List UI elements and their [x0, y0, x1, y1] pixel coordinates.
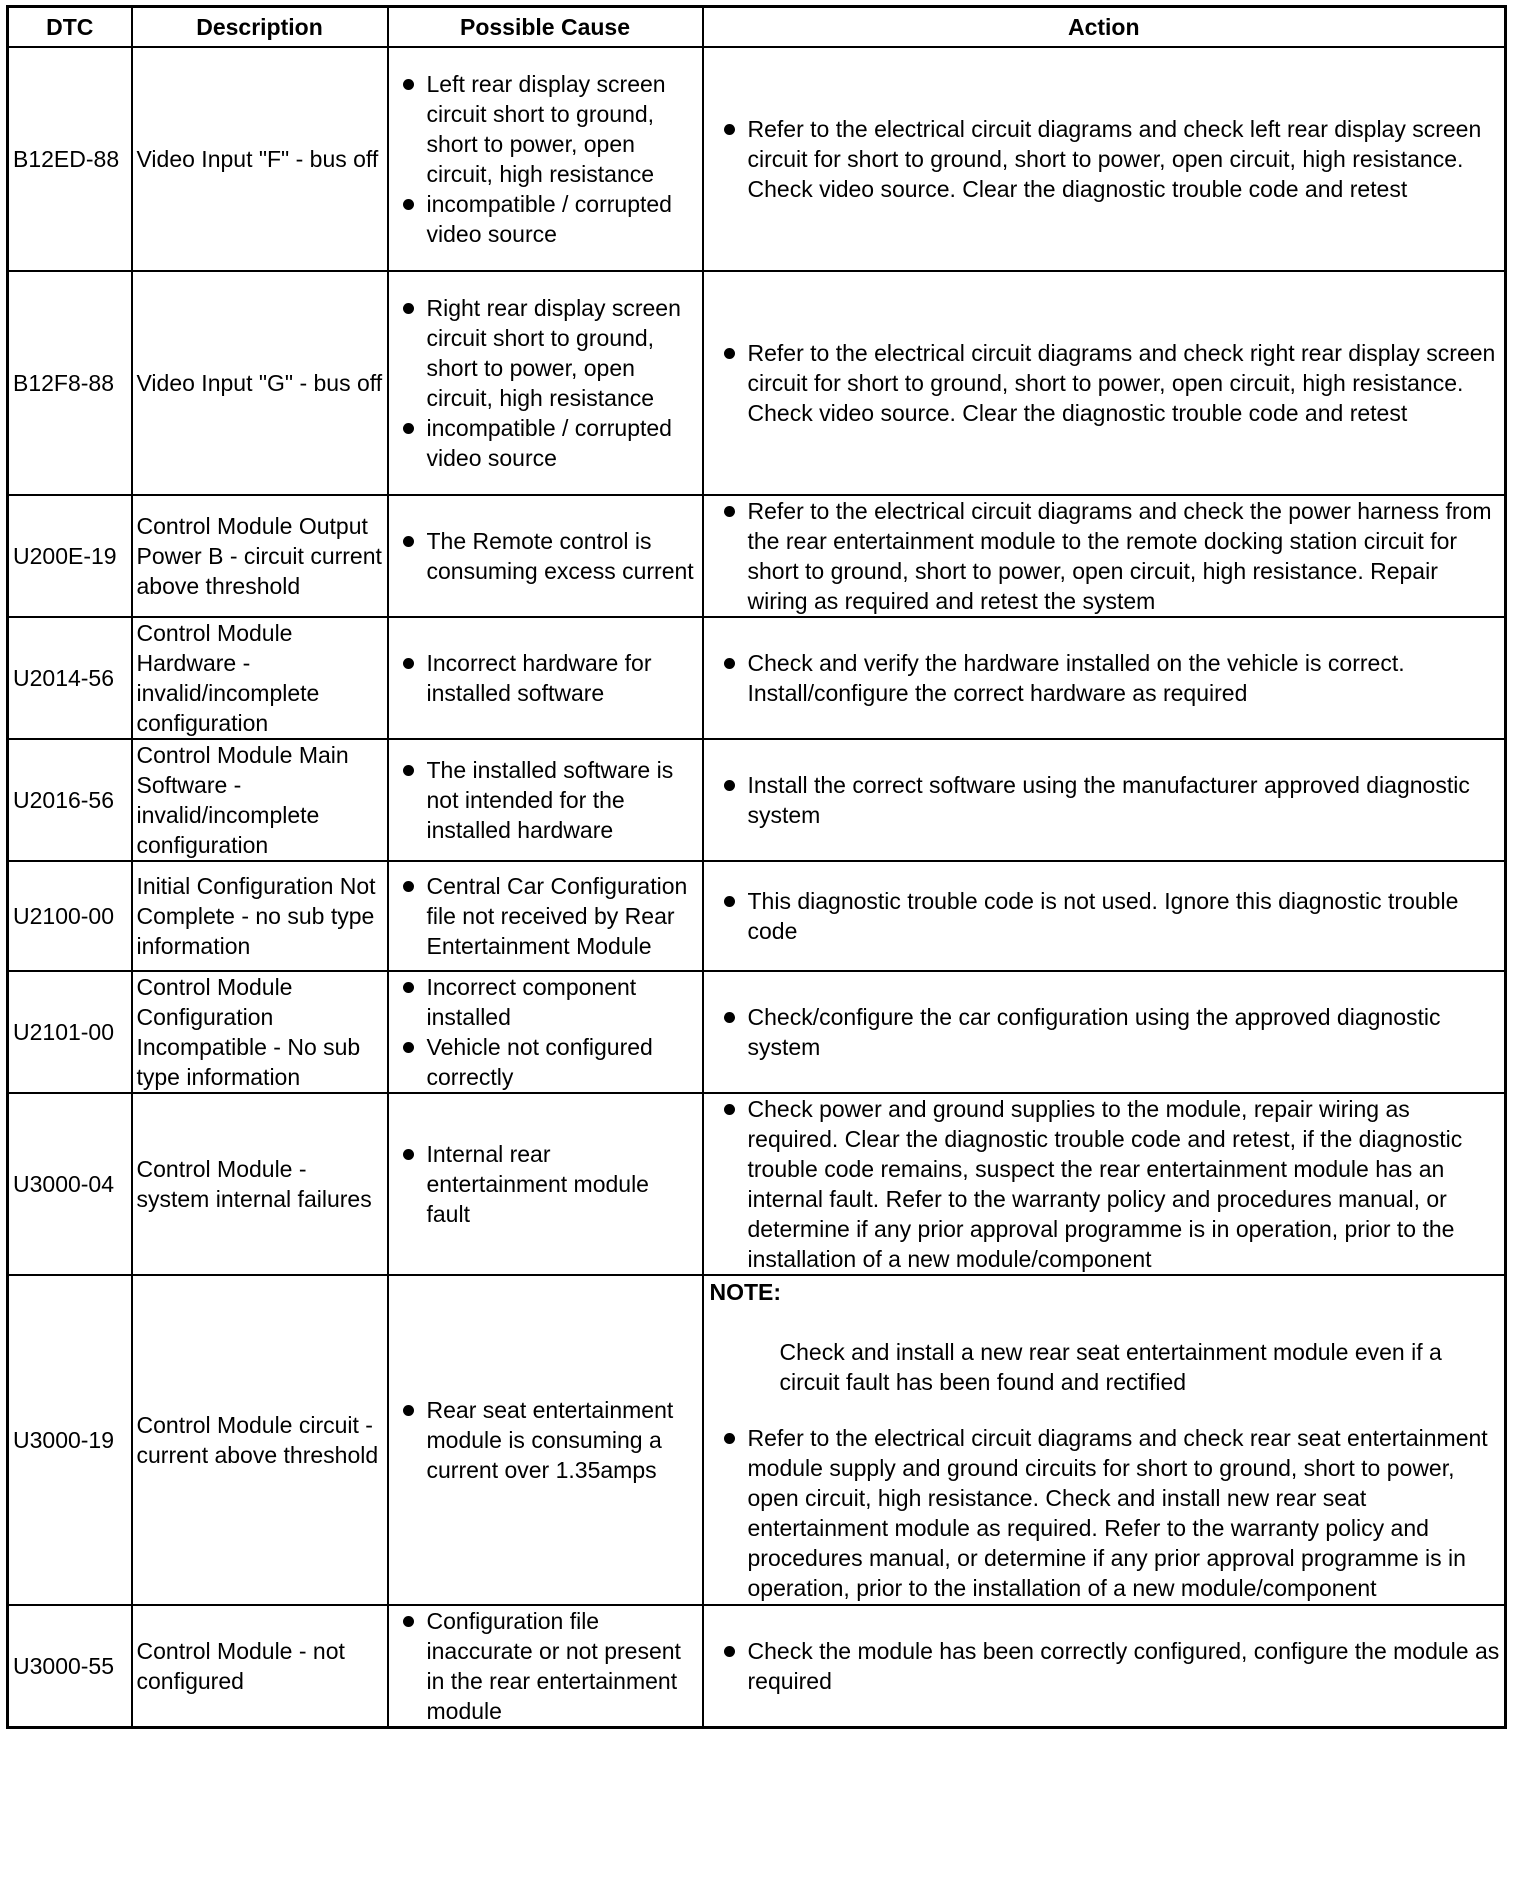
action-list [708, 114, 1501, 204]
cause-list [393, 526, 698, 586]
cause-list [393, 1606, 698, 1726]
action-cell [703, 1093, 1506, 1275]
possible-cause-cell [388, 1093, 703, 1275]
note-text: Check and install a new rear seat entertainment module even if a circuit fault has been found and rectified [779, 1339, 1442, 1395]
action-cell [703, 971, 1506, 1093]
possible-cause-cell [388, 47, 703, 271]
cause-item: Incorrect hardware for installed software [393, 648, 698, 708]
dtc-code: U2101-00 [8, 971, 132, 1093]
dtc-description: Control Module - not configured [132, 1605, 388, 1728]
cause-list [393, 648, 698, 708]
note-block [708, 1277, 1501, 1397]
action-item: Check the module has been correctly configured, configure the module as required [708, 1636, 1501, 1696]
table-row [8, 47, 1506, 271]
dtc-code: U2100-00 [8, 861, 132, 971]
cause-list [393, 755, 698, 845]
table-row [8, 739, 1506, 861]
table-row [8, 617, 1506, 739]
cause-item: Left rear display screen circuit short to ground, short to power, open circuit, high resistance [393, 69, 698, 189]
action-cell [703, 739, 1506, 861]
dtc-code: B12F8-88 [8, 271, 132, 495]
dtc-description: Control Module Main Software - invalid/incomplete configuration [132, 739, 388, 861]
action-cell [703, 861, 1506, 971]
header-description: Description [132, 7, 388, 48]
cause-item: Configuration file inaccurate or not present in the rear entertainment module [393, 1606, 698, 1726]
header-action: Action [703, 7, 1506, 48]
dtc-table [6, 5, 1507, 1729]
header-possible-cause: Possible Cause [388, 7, 703, 48]
cause-list [393, 1395, 698, 1485]
possible-cause-cell [388, 1605, 703, 1728]
dtc-code: U3000-55 [8, 1605, 132, 1728]
action-cell [703, 1275, 1506, 1605]
table-row [8, 971, 1506, 1093]
dtc-description: Video Input "G" - bus off [132, 271, 388, 495]
dtc-code: U3000-04 [8, 1093, 132, 1275]
action-cell [703, 47, 1506, 271]
cause-item: Internal rear entertainment module fault [393, 1139, 698, 1229]
possible-cause-cell [388, 861, 703, 971]
action-cell [703, 617, 1506, 739]
cause-item: Vehicle not configured correctly [393, 1032, 698, 1092]
action-list [708, 648, 1501, 708]
action-list [708, 770, 1501, 830]
dtc-description: Control Module Configuration Incompatible - No sub type information [132, 971, 388, 1093]
dtc-code: U200E-19 [8, 495, 132, 617]
table-row [8, 1605, 1506, 1728]
action-item: This diagnostic trouble code is not used. Ignore this diagnostic trouble code [708, 886, 1501, 946]
cause-list [393, 972, 698, 1092]
action-list [708, 1094, 1501, 1274]
cause-item: The installed software is not intended for the installed hardware [393, 755, 698, 845]
dtc-description: Control Module - system internal failures [132, 1093, 388, 1275]
action-list [708, 1002, 1501, 1062]
possible-cause-cell [388, 617, 703, 739]
note-label: NOTE: [709, 1279, 782, 1305]
action-item: Install the correct software using the manufacturer approved diagnostic system [708, 770, 1501, 830]
action-cell [703, 495, 1506, 617]
table-row [8, 1093, 1506, 1275]
action-cell [703, 271, 1506, 495]
cause-item: Central Car Configuration file not received by Rear Entertainment Module [393, 871, 698, 961]
action-list [708, 338, 1501, 428]
cause-list [393, 69, 698, 249]
table-row [8, 271, 1506, 495]
header-row [8, 7, 1506, 48]
possible-cause-cell [388, 739, 703, 861]
cause-list [393, 293, 698, 473]
action-list [708, 496, 1501, 616]
cause-list [393, 1139, 698, 1229]
cause-item: Incorrect component installed [393, 972, 698, 1032]
dtc-description: Initial Configuration Not Complete - no sub type information [132, 861, 388, 971]
possible-cause-cell [388, 1275, 703, 1605]
action-list [708, 886, 1501, 946]
dtc-description: Video Input "F" - bus off [132, 47, 388, 271]
dtc-description: Control Module Hardware - invalid/incomplete configuration [132, 617, 388, 739]
action-item: Check/configure the car configuration using the approved diagnostic system [708, 1002, 1501, 1062]
action-list [708, 1423, 1501, 1603]
possible-cause-cell [388, 971, 703, 1093]
action-item: Refer to the electrical circuit diagrams and check left rear display screen circuit for short to ground, short to power, open circuit, high resistance. Check video source. Clear the diagnostic trouble code and retest [708, 114, 1501, 204]
table-row [8, 1275, 1506, 1605]
dtc-code: U2016-56 [8, 739, 132, 861]
action-item: Refer to the electrical circuit diagrams and check right rear display screen circuit for short to ground, short to power, open circuit, high resistance. Check video source. Clear the diagnostic trouble code and retest [708, 338, 1501, 428]
table-row [8, 861, 1506, 971]
cause-item: incompatible / corrupted video source [393, 189, 698, 249]
table-body [8, 47, 1506, 1728]
dtc-code: U3000-19 [8, 1275, 132, 1605]
header-dtc: DTC [8, 7, 132, 48]
possible-cause-cell [388, 495, 703, 617]
action-cell [703, 1605, 1506, 1728]
dtc-description: Control Module Output Power B - circuit current above threshold [132, 495, 388, 617]
table-row [8, 495, 1506, 617]
action-item: Refer to the electrical circuit diagrams and check rear seat entertainment module supply and ground circuits for short to ground, short to power, open circuit, high resistance. Check and install new rear seat entertainment module as required. Refer to the warranty policy and procedures manual, or determine if any prior approval programme is in operation, prior to the installation of a new module/component [708, 1423, 1501, 1603]
dtc-description: Control Module circuit - current above threshold [132, 1275, 388, 1605]
dtc-code: B12ED-88 [8, 47, 132, 271]
action-item: Check power and ground supplies to the module, repair wiring as required. Clear the diagnostic trouble code and retest, if the diagnostic trouble code remains, suspect the rear entertainment module has an internal fault. Refer to the warranty policy and procedures manual, or determine if any prior approval programme is in operation, prior to the installation of a new module/component [708, 1094, 1501, 1274]
dtc-code: U2014-56 [8, 617, 132, 739]
action-item: Check and verify the hardware installed on the vehicle is correct. Install/configure the correct hardware as required [708, 648, 1501, 708]
action-item: Refer to the electrical circuit diagrams and check the power harness from the rear entertainment module to the remote docking station circuit for short to ground, short to power, open circuit, high resistance. Repair wiring as required and retest the system [708, 496, 1501, 616]
cause-item: Right rear display screen circuit short to ground, short to power, open circuit, high resistance [393, 293, 698, 413]
possible-cause-cell [388, 271, 703, 495]
cause-item: incompatible / corrupted video source [393, 413, 698, 473]
cause-item: Rear seat entertainment module is consuming a current over 1.35amps [393, 1395, 698, 1485]
cause-item: The Remote control is consuming excess current [393, 526, 698, 586]
action-list [708, 1636, 1501, 1696]
cause-list [393, 871, 698, 961]
table-header [8, 7, 1506, 48]
